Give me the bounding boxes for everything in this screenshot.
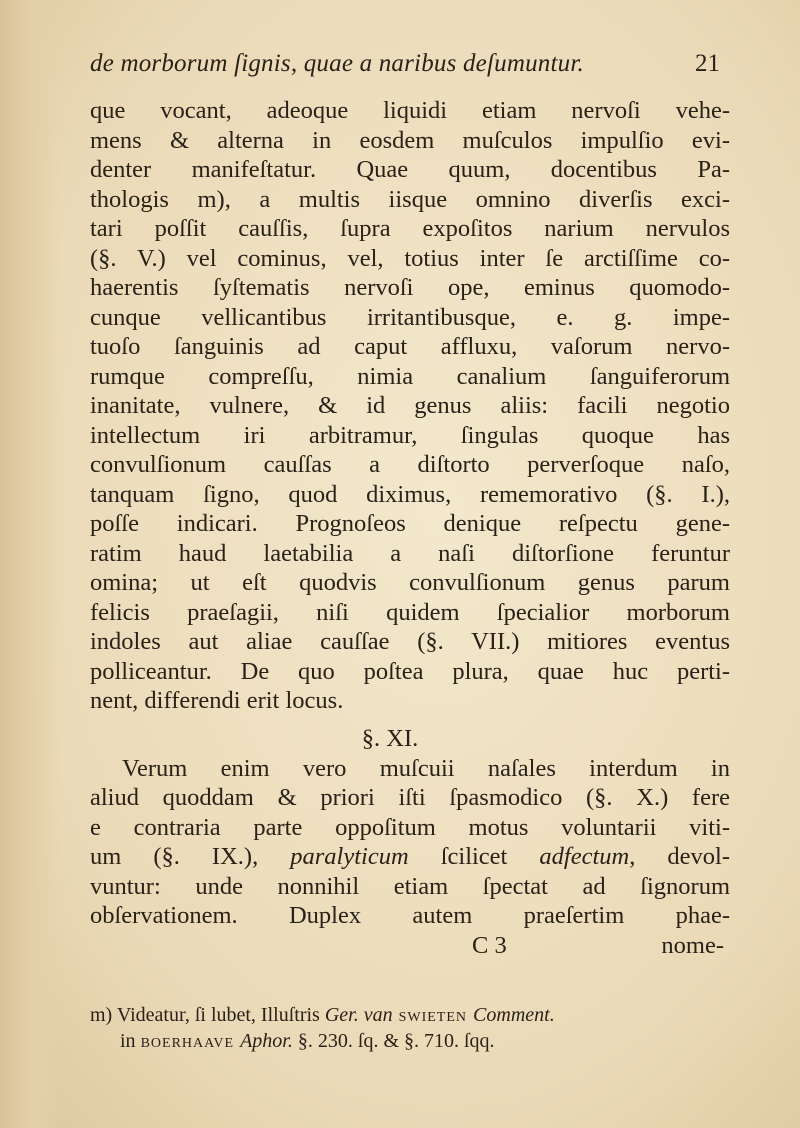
italic-term: adfectum [539,843,630,870]
text-fragment: §. 230. ſq. & §. 710. ſqq. [292,1030,495,1052]
text-line: denter manifeſtatur. Quae quum, docentibus Pa- [90,156,730,183]
text-line: mens & alterna in eosdem muſculos impulſio evi- [90,126,730,154]
section-heading: §. XI. [361,724,419,752]
italic-term: paralyticum [290,843,409,870]
text-line: obſervationem. Duplex autem praeſertim phae- [90,902,730,929]
text-fragment: um (§. IX.), [90,843,291,870]
text-line: ratim haud laetabilia a naſi diſtorſione feruntur [90,539,730,567]
text-line: thologis m), a multis iisque omnino diverſis exci- [90,185,730,213]
catchword: nome- [661,931,724,959]
text-fragment: ſcilicet [408,843,540,870]
page-gutter-shadow [0,0,60,1128]
footnote-marker: m) [90,1004,113,1026]
work-title: Comment. [473,1004,555,1026]
text-line: Verum enim vero muſcuii naſales interdum in [122,754,730,782]
text-line: aliud quoddam & priori iſti ſpasmodico (§. X.) fere [90,784,730,811]
cited-author: boerhaave [140,1030,241,1052]
running-title: de morborum ſignis, quae a naribus deſumuntur. [90,50,584,77]
paragraph-2 [90,754,730,931]
text-line: e contraria parte oppoſitum motus voluntarii viti- [90,813,730,841]
text-line: cunque vellicantibus irritantibusque, e. g. impe- [90,303,730,331]
body-text [90,96,730,961]
signature-line [90,931,730,961]
text-line: rumque compreſſu, nimia canalium ſanguiferorum [90,362,730,390]
text-line: vuntur: unde nonnihil etiam ſpectat ad ſignorum [90,872,730,900]
author-surname: swieten [392,1004,474,1026]
text-line: tuoſo ſanguinis ad caput affluxu, vaſorum nervo- [90,333,730,360]
text-line: haerentis ſyſtematis nervoſi ope, eminus quomodo- [90,274,730,301]
work-title: Aphor. [240,1030,293,1052]
text-line: indoles aut aliae cauſſae (§. VII.) mitiores eventus [90,628,730,655]
page-number: 21 [695,50,720,77]
text-line: omina; ut eſt quodvis convulſionum genus parum [90,569,730,596]
signature-mark: C 3 [472,931,507,959]
text-line [90,842,730,872]
text-fragment: Videatur, ſi lubet, Illuſtris [112,1004,325,1026]
text-line: que vocant, adeoque liquidi etiam nervoſi vehe- [90,97,730,124]
text-line: tari poſſit cauſſis, ſupra expoſitos narium nervulos [90,215,730,242]
paragraph-1 [90,96,730,716]
author-name: Ger. van [324,1004,393,1026]
text-line: felicis praeſagii, niſi quidem ſpecialior morborum [90,598,730,626]
text-line: poſſe indicari. Prognoſeos denique reſpectu gene- [90,510,730,537]
text-fragment: in [120,1030,141,1052]
text-line: tanquam ſigno, quod diximus, rememorativo (§. I.), [90,480,730,508]
text-fragment: , devol- [629,843,730,870]
text-line: convulſionum cauſſas a diſtorto perverſoque naſo, [90,451,730,478]
text-line: intellectum iri arbitramur, ſingulas quoque has [90,421,730,449]
footnote-line [90,1028,730,1054]
text-line: (§. V.) vel cominus, vel, totius inter ſe arctiſſime co- [90,244,730,272]
footnote [90,1002,730,1054]
text-line: polliceantur. De quo poſtea plura, quae huc perti- [90,657,730,685]
page-header [90,50,720,78]
text-line: nent, differendi erit locus. [90,687,344,714]
footnote-line [90,1002,730,1028]
text-line: inanitate, vulnere, & id genus aliis: facili negotio [90,392,730,419]
